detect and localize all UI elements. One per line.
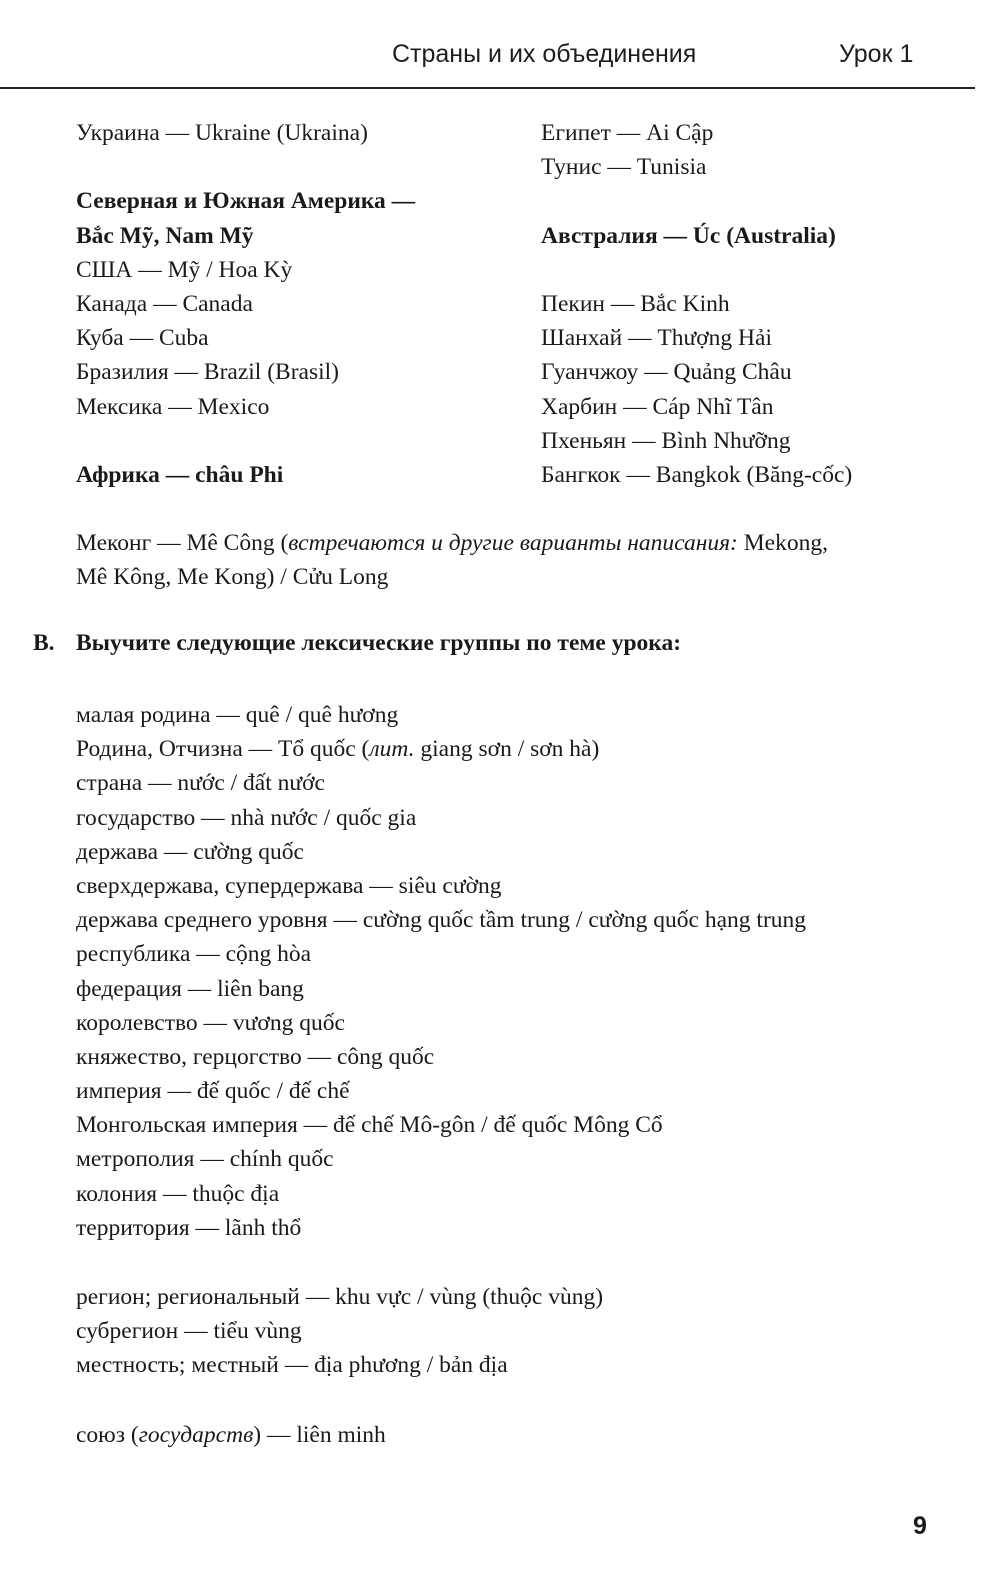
left-column	[76, 116, 516, 492]
entry-mexico: Мексика — Mexico	[76, 393, 270, 420]
section-instruction: Выучите следующие лексические группы по теме урока:	[76, 630, 682, 656]
mekong-line-1: Меконг — Mê Công (встречаются и другие варианты написания: Mekong,	[76, 530, 828, 556]
entry-guangzhou: Гуанчжоу — Quảng Châu	[541, 359, 792, 386]
vocab-item: местность; местный — địa phương / bản địa	[76, 1352, 508, 1379]
vocab-item: метрополия — chính quốc	[76, 1146, 334, 1173]
vocab-item-union: союз (государств) — liên minh	[76, 1422, 386, 1448]
page-number: 9	[913, 1512, 927, 1540]
entry-brazil: Бразилия — Brazil (Brasil)	[76, 359, 339, 386]
vocab-item: федерация — liên bang	[76, 975, 304, 1002]
running-title: Страны и их объединения	[392, 40, 697, 68]
entry-shanghai: Шанхай — Thượng Hải	[541, 325, 772, 352]
vocab-item: империя — đế quốc / đế chế	[76, 1078, 350, 1105]
vocab-item: территория — lãnh thổ	[76, 1214, 302, 1241]
americas-heading-vi: Bắc Mỹ, Nam Mỹ	[76, 222, 254, 249]
entry-cuba: Куба — Cuba	[76, 325, 209, 352]
entry-harbin: Харбин — Cáp Nhĩ Tân	[541, 393, 774, 420]
header-rule	[0, 87, 975, 89]
vocab-item: Монгольская империя — đế chế Mô-gôn / đế quốc Mông Cổ	[76, 1112, 663, 1139]
mekong-line-2: Mê Kông, Me Kong) / Cửu Long	[76, 564, 389, 591]
africa-heading: Африка — châu Phi	[76, 461, 284, 488]
vocab-list-3	[76, 1418, 976, 1452]
entry-pyongyang: Пхеньян — Bình Nhưỡng	[541, 427, 791, 454]
vocab-item: держава среднего уровня — cường quốc tầm trung / cường quốc hạng trung	[76, 907, 807, 934]
entry-tunisia: Тунис — Tunisia	[541, 154, 707, 181]
australia-heading: Австралия — Úc (Australia)	[541, 222, 836, 249]
vocab-item: колония — thuộc địa	[76, 1180, 280, 1207]
entry-canada: Канада — Canada	[76, 290, 253, 317]
vocab-item: сверхдержава, супердержава — siêu cường	[76, 872, 502, 899]
vocab-item: держава — cường quốc	[76, 838, 304, 865]
vocab-item: регион; региональный — khu vực / vùng (thuộc vùng)	[76, 1284, 604, 1310]
vocab-item: княжество, герцогство — công quốc	[76, 1043, 435, 1070]
entry-usa: США — Mỹ / Hoa Kỳ	[76, 256, 293, 283]
vocab-item: королевство — vương quốc	[76, 1009, 345, 1036]
section-b-heading	[33, 630, 681, 657]
vocab-item: малая родина — quê / quê hương	[76, 702, 399, 728]
vocab-item: республика — cộng hòa	[76, 941, 312, 968]
section-letter: B.	[33, 630, 55, 656]
vocab-list-1	[76, 698, 976, 1245]
vocab-list-2	[76, 1280, 976, 1383]
entry-bangkok: Бангкок — Bangkok (Băng-cốc)	[541, 461, 853, 488]
right-column	[541, 116, 971, 492]
lesson-label: Урок 1	[839, 40, 914, 68]
vocab-item-motherland: Родина, Отчизна — Tổ quốc (лит. giang sơn / sơn hà)	[76, 736, 600, 763]
americas-heading: Северная и Южная Америка —	[76, 188, 416, 215]
vocab-item: государство — nhà nước / quốc gia	[76, 804, 417, 831]
entry-egypt: Египет — Ai Cập	[541, 120, 714, 146]
vocab-item: страна — nước / đất nước	[76, 770, 325, 797]
entry-beijing: Пекин — Bắc Kinh	[541, 290, 730, 317]
mekong-entry	[76, 526, 976, 594]
entry-ukraine: Украина — Ukraine (Ukraina)	[76, 120, 368, 146]
page-header	[0, 0, 1000, 92]
vocab-item: субрегион — tiểu vùng	[76, 1318, 302, 1345]
